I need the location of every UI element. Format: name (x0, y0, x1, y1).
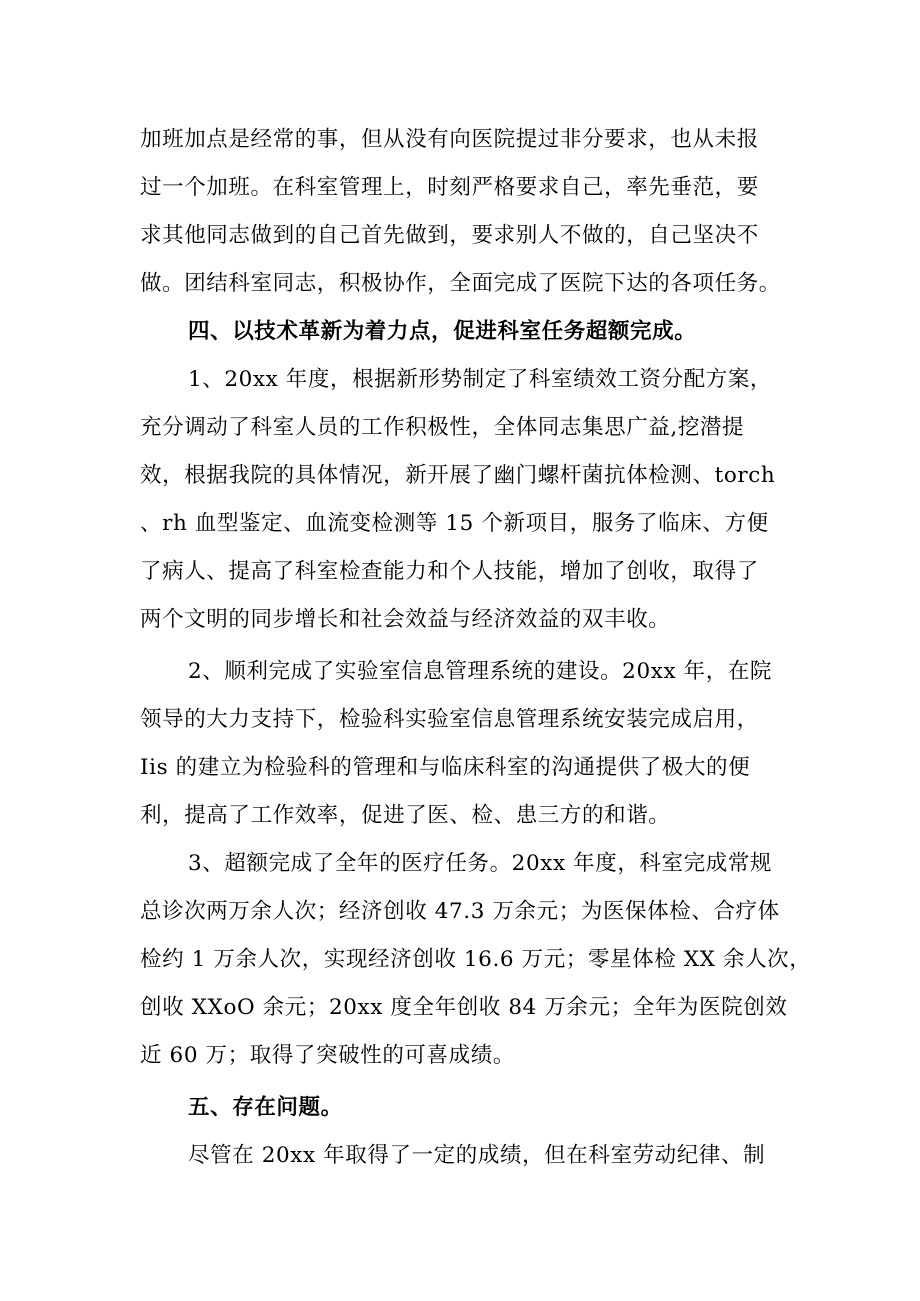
section-heading-5 (140, 1084, 800, 1132)
text-line: 2、顺利完成了实验室信息管理系统的建设。20xx 年，在院 (188, 659, 773, 684)
text-line: 充分调动了科室人员的工作积极性，全体同志集思广益,挖潜提 (140, 415, 745, 440)
paragraph-item-2 (140, 648, 800, 840)
text-line: 近 60 万；取得了突破性的可喜成绩。 (140, 1043, 515, 1068)
text-line: 利，提高了工作效率，促进了医、检、患三方的和谐。 (140, 803, 671, 828)
text-line: 了病人、提高了科室检查能力和个人技能，增加了创收，取得了 (140, 559, 759, 584)
text-line: 过一个加班。在科室管理上，时刻严格要求自己，率先垂范，要 (140, 175, 759, 200)
text-line: 创收 XXoO 余元；20xx 度全年创收 84 万余元；全年为医院创效 (140, 995, 788, 1020)
text-line: 效，根据我院的具体情况，新开展了幽门螺杆菌抗体检测、torch (140, 463, 776, 488)
paragraph-item-3 (140, 840, 812, 1080)
text-line: 总诊次两万余人次；经济创收 47.3 万余元；为医保体检、合疗体 (140, 899, 780, 924)
text-line: 两个文明的同步增长和社会效益与经济效益的双丰收。 (140, 607, 671, 632)
text-line: 3、超额完成了全年的医疗任务。20xx 年度，科室完成常规 (188, 851, 773, 876)
section-heading-4 (140, 308, 800, 356)
text-line: 尽管在 20xx 年取得了一定的成绩，但在科室劳动纪律、制 (188, 1143, 766, 1168)
text-line: 1、20xx 年度，根据新形势制定了科室绩效工资分配方案， (188, 367, 773, 392)
section-heading: 四、以技术革新为着力点，促进科室任务超额完成。 (188, 319, 697, 344)
text-line: 做。团结科室同志，积极协作，全面完成了医院下达的各项任务。 (140, 271, 781, 296)
text-line: 领导的大力支持下，检验科实验室信息管理系统安装完成启用， (140, 707, 759, 732)
paragraph-continued (140, 116, 800, 308)
text-line: 加班加点是经常的事，但从没有向医院提过非分要求，也从未报 (140, 127, 759, 152)
text-line: Iis 的建立为检验科的管理和与临床科室的沟通提供了极大的便 (140, 755, 751, 780)
text-line: 求其他同志做到的自己首先做到，要求别人不做的，自己坚决不 (140, 223, 759, 248)
paragraph-last (140, 1132, 800, 1180)
text-line: 检约 1 万余人次，实现经济创收 16.6 万元；零星体检 XX 余人次， (140, 947, 812, 972)
text-line: 、rh 血型鉴定、血流变检测等 15 个新项目，服务了临床、方便 (140, 511, 769, 536)
section-heading: 五、存在问题。 (188, 1095, 343, 1120)
paragraph-item-1 (140, 356, 800, 644)
